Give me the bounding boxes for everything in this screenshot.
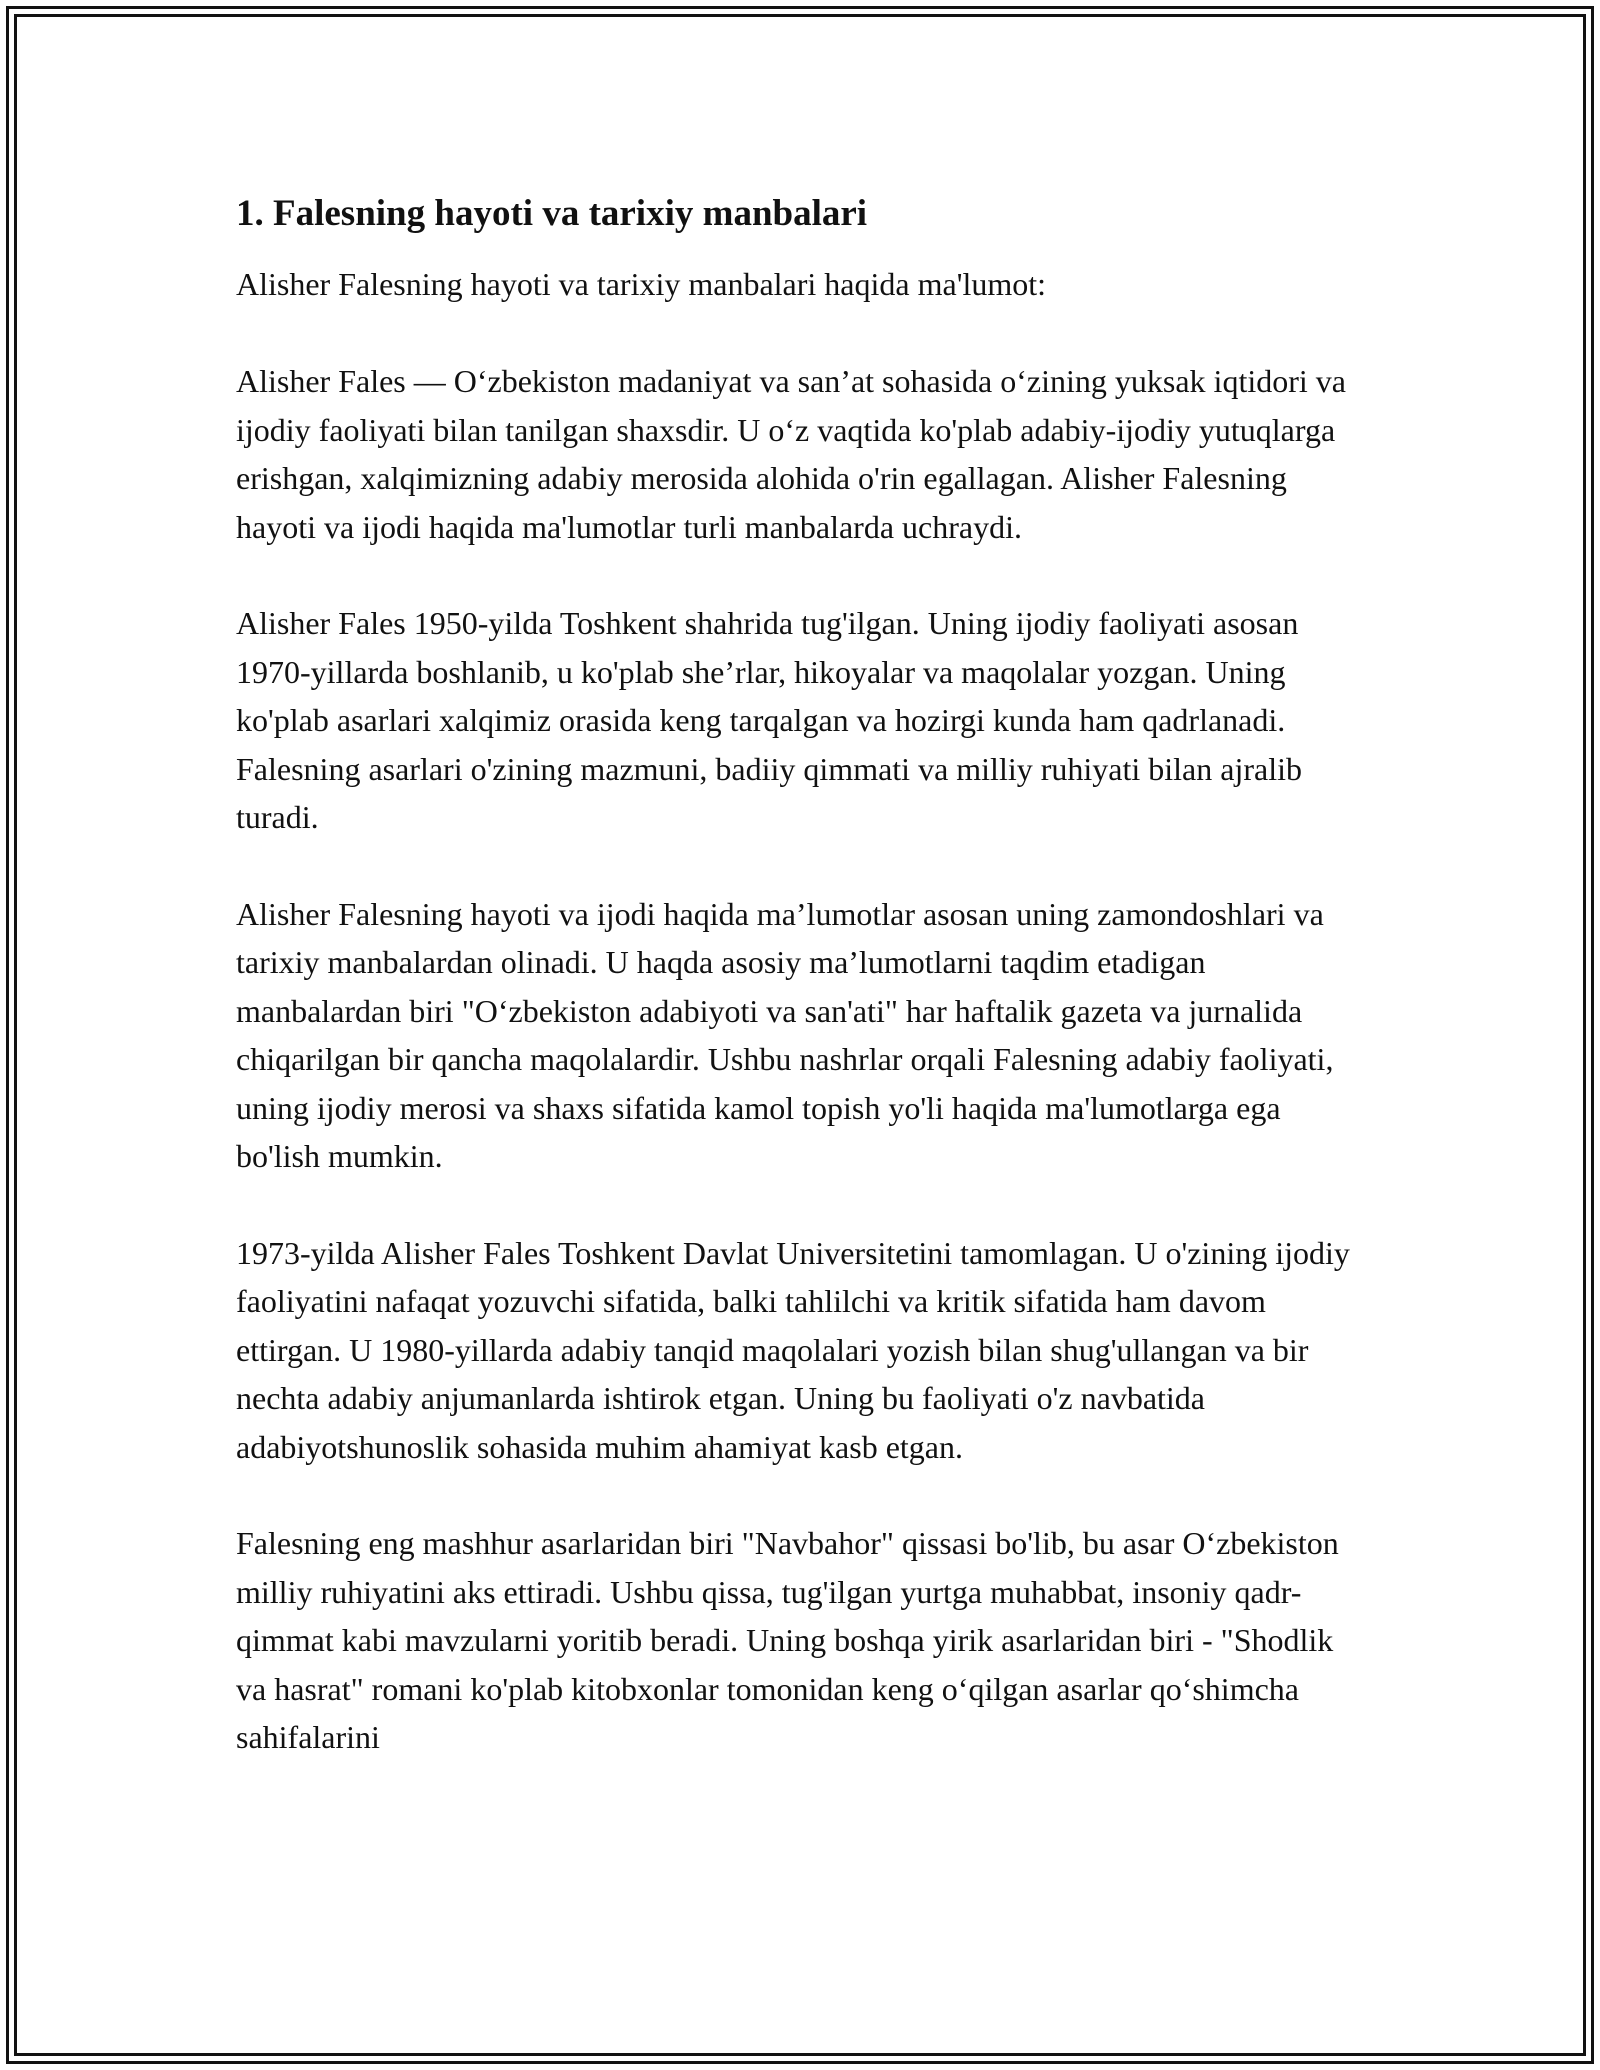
- intro-line: Alisher Falesning hayoti va tarixiy manbalari haqida ma'lumot:: [236, 266, 1047, 302]
- section-heading: 1. Falesning hayoti va tarixiy manbalari: [236, 193, 868, 234]
- paragraph-4: 1973-yilda Alisher Fales Toshkent Davlat Universitetini tamomlagan. U o'zining ijodiy faoliyatini nafaqat yozuvchi sifatida, balki tahlilchi va kritik sifatida ham davom ettirgan. U 1980-yillarda adabiy tanqid maqolalari yozish bilan shug'ullangan va bir nechta adabiy anjumanlarda ishtirok etgan. Uning bu faoliyati o'z navbatida adabiyotshunoslik sohasida muhim ahamiyat kasb etgan.: [236, 1234, 1350, 1465]
- paragraph-1: Alisher Fales — O‘zbekiston madaniyat va san’at sohasida o‘zining yuksak iqtidori va ijodiy faoliyati bilan tanilgan shaxsdir. U o‘z vaqtida ko'plab adabiy-ijodiy yutuqlarga erishgan, xalqimizning adabiy merosida alohida o'rin egallagan. Alisher Falesning hayoti va ijodi haqida ma'lumotlar turli manbalarda uchraydi.: [236, 363, 1346, 545]
- paragraph-3: Alisher Falesning hayoti va ijodi haqida ma’lumotlar asosan uning zamondoshlari va tarixiy manbalardan olinadi. U haqda asosiy ma’lumotlarni taqdim etadigan manbalardan biri "O‘zbekiston adabiyoti va san'ati" har haftalik gazeta va jurnalida chiqarilgan bir qancha maqolalardir. Ushbu nashrlar orqali Falesning adabiy faoliyati, uning ijodiy merosi va shaxs sifatida kamol topish yo'li haqida ma'lumotlarga ega bo'lish mumkin.: [236, 895, 1334, 1174]
- paragraph-5: Falesning eng mashhur asarlaridan biri "Navbahor" qissasi bo'lib, bu asar O‘zbekiston milliy ruhiyatini aks ettiradi. Ushbu qissa, tug'ilgan yurtga muhabbat, insoniy qadr-qimmat kabi mavzularni yoritib beradi. Uning boshqa yirik asarlaridan biri - "Shodlik va hasrat" romani ko'plab kitobxonlar tomonidan keng o‘qilgan asarlar qo‘shimcha sahifalarini: [236, 1525, 1339, 1755]
- document-body: [236, 188, 1366, 1762]
- paragraph-2: Alisher Fales 1950-yilda Toshkent shahrida tug'ilgan. Uning ijodiy faoliyati asosan 1970-yillarda boshlanib, u ko'plab she’rlar, hikoyalar va maqolalar yozgan. Uning ko'plab asarlari xalqimiz orasida keng tarqalgan va hozirgi kunda ham qadrlanadi. Falesning asarlari o'zining mazmuni, badiiy qimmati va milliy ruhiyati bilan ajralib turadi.: [236, 605, 1302, 835]
